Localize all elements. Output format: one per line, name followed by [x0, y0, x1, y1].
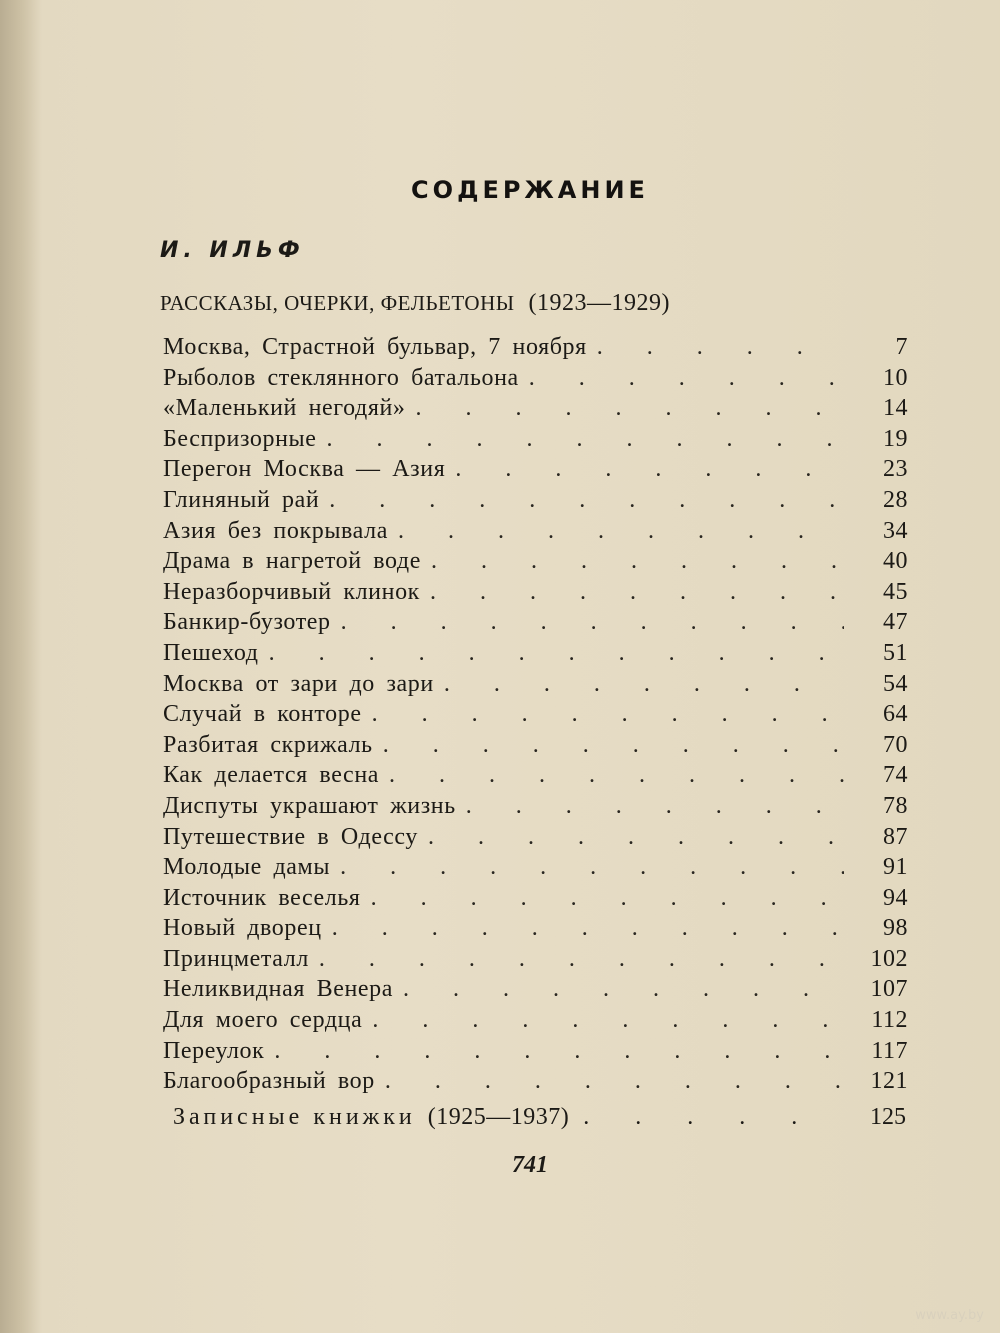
toc-entry-page: 78 — [883, 792, 908, 819]
contents-heading: СОДЕРЖАНИЕ — [411, 176, 649, 204]
dot-leader — [455, 456, 844, 483]
dot-leader — [372, 1007, 844, 1034]
toc-entry-page: 45 — [883, 578, 908, 605]
toc-entry-page: 28 — [883, 486, 908, 513]
dot-leader — [341, 609, 844, 636]
toc-entry-title: Пешеход — [163, 639, 259, 666]
toc-entry — [163, 365, 908, 396]
toc-entry — [163, 671, 908, 702]
dot-leader — [319, 946, 844, 973]
toc-entry-title: «Маленький негодяй» — [163, 395, 406, 422]
dot-leader — [389, 762, 844, 789]
toc-entry-page: 117 — [871, 1037, 908, 1064]
dot-leader — [332, 915, 844, 942]
toc-entry — [163, 579, 908, 610]
dot-leader — [416, 395, 844, 422]
toc-entry — [163, 946, 908, 977]
toc-entry — [163, 518, 908, 549]
toc-entry-title: Путешествие в Одессу — [163, 823, 418, 850]
toc-entry-title: Новый дворец — [163, 915, 322, 942]
toc-entry-title: Разбитая скрижаль — [163, 731, 373, 758]
site-watermark: www.ay.by — [915, 1308, 984, 1323]
toc-entry-page: 112 — [871, 1007, 908, 1034]
section-title — [160, 290, 670, 317]
toc-entry-title: Принцметалл — [163, 945, 309, 972]
toc-entry-title: Диспуты украшают жизнь — [163, 792, 456, 819]
toc-entry-page: 102 — [870, 945, 908, 972]
toc-entry — [163, 915, 908, 946]
dot-leader — [327, 426, 844, 453]
toc-entry-page: 23 — [883, 456, 908, 483]
toc-entry-title: Источник веселья — [163, 884, 361, 911]
dot-leader — [329, 487, 844, 514]
author-name: И. ИЛЬФ — [160, 238, 305, 263]
dot-leader — [383, 732, 844, 759]
dot-leader — [340, 854, 844, 881]
toc-entry-title: Москва от зари до зари — [163, 670, 434, 697]
toc-entry-page: 74 — [883, 762, 908, 789]
toc-entry — [163, 885, 908, 916]
dot-leader — [466, 793, 844, 820]
toc-entry — [163, 793, 908, 824]
toc-entry — [163, 426, 908, 457]
dot-leader — [385, 1068, 844, 1095]
toc-entry-page: 14 — [883, 395, 908, 422]
toc-entry-page: 121 — [870, 1068, 908, 1095]
toc-entry-title: Банкир-бузотер — [163, 609, 331, 636]
toc-entry — [163, 732, 908, 763]
toc-entry — [163, 609, 908, 640]
toc-entry-page: 40 — [883, 548, 908, 575]
toc-entry — [163, 640, 908, 671]
toc-entry — [163, 976, 908, 1007]
page-number: 741 — [512, 1152, 548, 1178]
toc-entry — [163, 762, 908, 793]
toc-entry-title: Перегон Москва — Азия — [163, 456, 446, 483]
toc-entry — [163, 1068, 908, 1099]
toc-entry-title: Молодые дамы — [163, 854, 331, 881]
dot-leader — [529, 365, 844, 392]
toc-entry — [163, 334, 908, 365]
toc-entry-title: Неразборчивый клинок — [163, 578, 420, 605]
toc-entry — [163, 824, 908, 855]
notebooks-title: Записные книжки — [173, 1104, 416, 1130]
toc-entry — [163, 487, 908, 518]
toc-entry-page: 19 — [883, 425, 908, 452]
toc-entry — [163, 1007, 908, 1038]
toc-entry-title: Беспризорные — [163, 425, 317, 452]
toc-entry-title: Благообразный вор — [163, 1068, 375, 1095]
toc-entry-title: Случай в конторе — [163, 701, 362, 728]
toc-entry — [163, 1038, 908, 1069]
toc-entry-title: Глиняный рай — [163, 486, 320, 513]
dot-leader — [398, 518, 844, 545]
toc-entry-page: 7 — [895, 334, 908, 360]
toc-entry-page: 54 — [883, 670, 908, 697]
toc-entry-page: 94 — [883, 884, 908, 911]
dot-leader — [274, 1038, 844, 1065]
section-title-text: РАССКАЗЫ, ОЧЕРКИ, ФЕЛЬЕТОНЫ — [160, 291, 515, 315]
toc-entry — [163, 548, 908, 579]
toc-entry-page: 10 — [883, 364, 908, 391]
toc-entry-page: 64 — [883, 701, 908, 728]
notebooks-entry — [173, 1104, 906, 1131]
toc-entry-title: Москва, Страстной бульвар, 7 ноября — [163, 334, 587, 360]
section-years: (1923—1929) — [528, 290, 671, 316]
dot-leader — [444, 671, 844, 698]
toc-entry — [163, 854, 908, 885]
dot-leader — [372, 701, 844, 728]
dot-leader — [269, 640, 844, 667]
toc-entry — [163, 701, 908, 732]
toc-entry-title: Рыболов стеклянного батальона — [163, 364, 519, 391]
notebooks-page: 125 — [870, 1104, 906, 1130]
dot-leader — [583, 1104, 842, 1131]
toc-entry-title: Азия без покрывала — [163, 517, 388, 544]
toc-entry-title: Неликвидная Венера — [163, 976, 393, 1003]
dot-leader — [428, 824, 844, 851]
toc-entry-page: 98 — [883, 915, 908, 942]
dot-leader — [430, 579, 844, 606]
toc-entry-page: 91 — [883, 854, 908, 881]
toc-entry-title: Драма в нагретой воде — [163, 548, 421, 575]
toc-entry — [163, 456, 908, 487]
toc-entry — [163, 395, 908, 426]
toc-entry-title: Переулок — [163, 1037, 265, 1064]
toc-entry-page: 107 — [870, 976, 908, 1003]
dot-leader — [431, 548, 844, 575]
toc-entry-page: 34 — [883, 517, 908, 544]
dot-leader — [371, 885, 844, 912]
table-of-contents — [163, 334, 908, 1099]
toc-entry-page: 47 — [883, 609, 908, 636]
dot-leader — [403, 976, 844, 1003]
notebooks-years: (1925—1937) — [427, 1104, 570, 1130]
toc-entry-title: Как делается весна — [163, 762, 380, 789]
toc-entry-title: Для моего сердца — [163, 1007, 363, 1034]
toc-entry-page: 70 — [883, 731, 908, 758]
dot-leader — [597, 334, 844, 361]
toc-entry-page: 87 — [883, 823, 908, 850]
toc-entry-page: 51 — [883, 639, 908, 666]
